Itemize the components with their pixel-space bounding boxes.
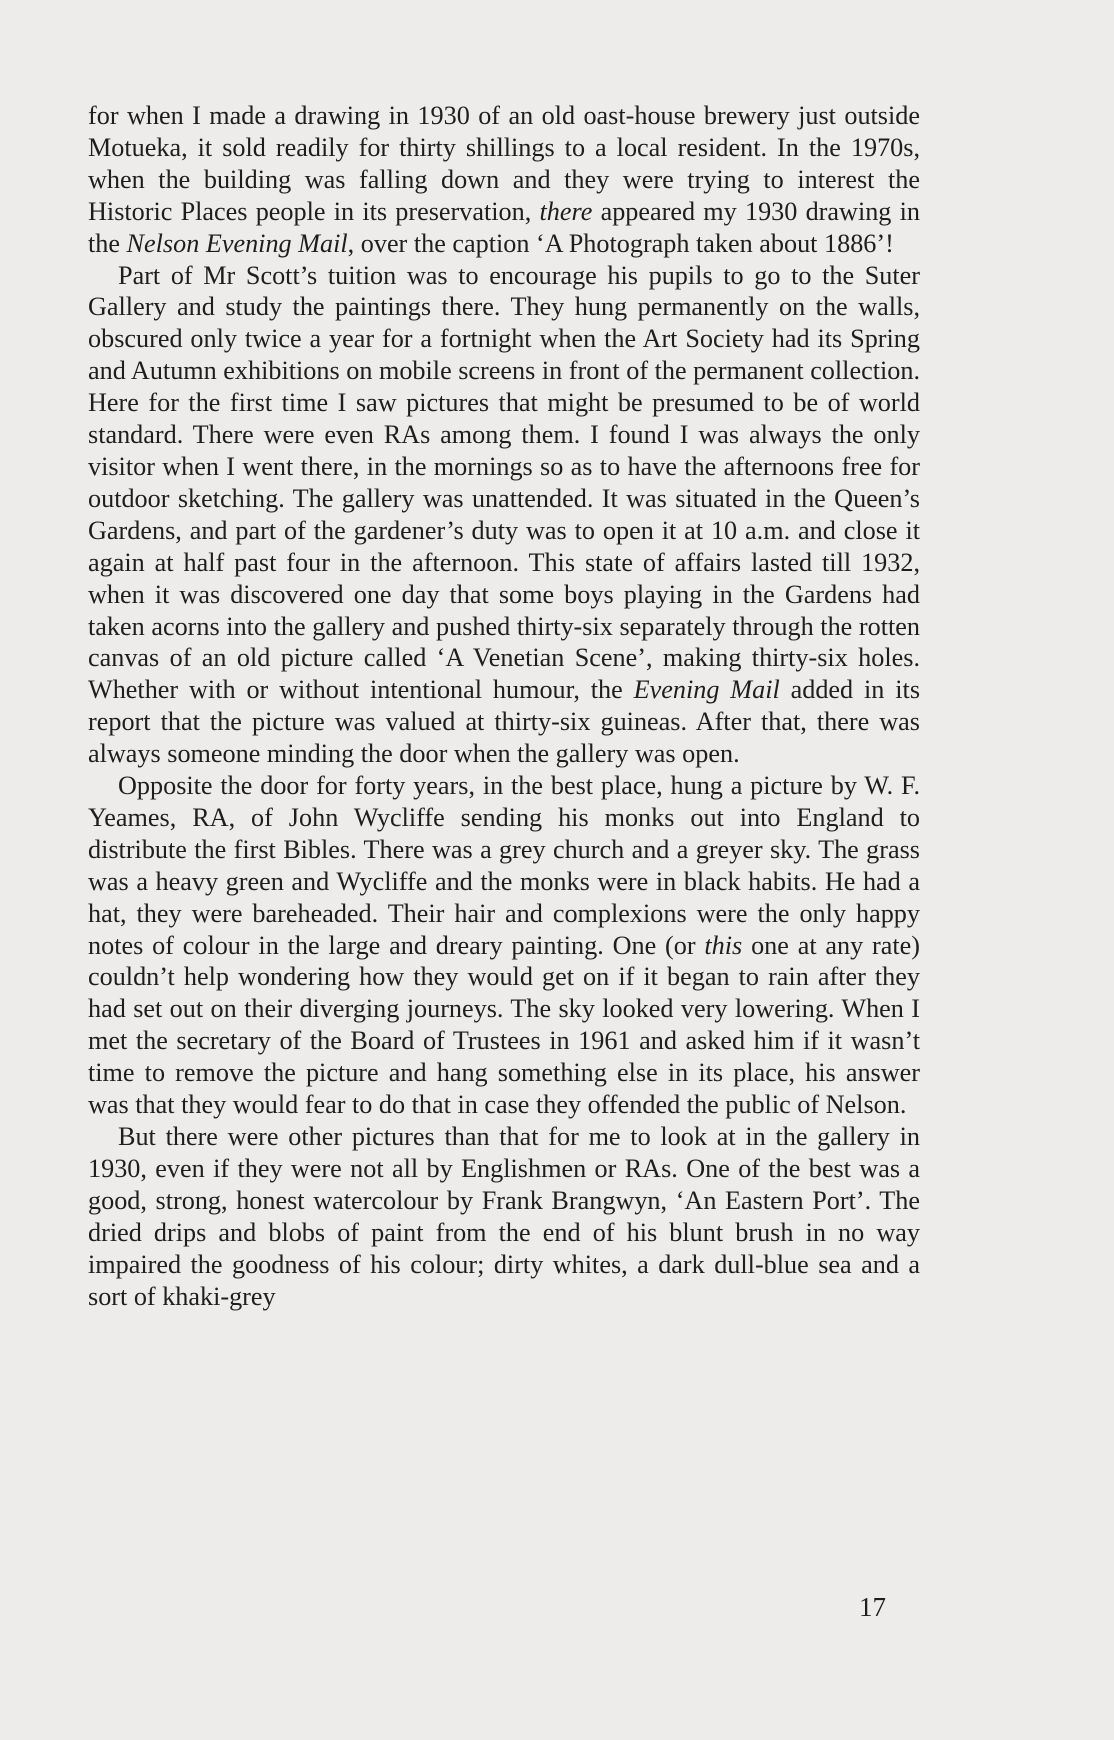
text-segment: added in its report that the picture was valued at thirty-six guineas. After that, there was always someone minding the door when the gallery was open. (88, 675, 921, 769)
text-segment: , over the caption ‘A Photograph taken about 1886’! (347, 228, 894, 258)
text-segment: for when I made a drawing in 1930 of an old oast-house brewery just outside Motueka, it sold readily for thirty shillings to a local resident. In the 1970s, when the building was falling down and they were trying to interest the Historic Places people in its preservation, (88, 101, 920, 226)
paragraph (88, 100, 920, 260)
text-segment: Part of Mr Scott’s tuition was to encourage his pupils to go to the Suter Gallery and study the paintings there. They hung permanently on the walls, obscured only twice a year for a fortnight when the Art Society had its Spring and Autumn exhibitions on mobile screens in front of the permanent collection. Here for the first time I saw pictures that might be presumed to be of world standard. There were even RAs among them. I found I was always the only visitor when I went there, in the mornings so as to have the afternoons free for outdoor sketching. The gallery was unattended. It was situated in the Queen’s Gardens, and part of the gardener’s duty was to open it at 10 a.m. and close it again at half past four in the afternoon. This state of affairs lasted till 1932, when it was discovered one day that some boys playing in the Gardens had taken acorns into the gallery and pushed thirty-six separately through the rotten canvas of an old picture called ‘A Venetian Scene’, making thirty-six holes. Whether with or without intentional humour, the (88, 260, 920, 705)
italic-text-segment: Evening Mail (633, 675, 780, 705)
text-segment: one at any rate) couldn’t help wondering how they would get on if it began to rain after they had set out on their diverging journeys. The sky looked very lowering. When I met the secretary of the Board of Trustees in 1961 and asked him if it wasn’t time to remove the picture and hang something else in its place, his answer was that they would fear to do that in case they offended the public of Nelson. (88, 930, 920, 1120)
italic-text-segment: this (704, 930, 743, 960)
body-text (88, 100, 920, 1312)
italic-text-segment: there (539, 196, 593, 226)
page-number: 17 (859, 1592, 886, 1622)
paragraph (88, 260, 920, 771)
italic-text-segment: Nelson Evening Mail (126, 228, 348, 258)
text-segment: appeared my 1930 drawing in the (88, 196, 920, 258)
text-segment: But there were other pictures than that for me to look at in the gallery in 1930, even if they were not all by Englishmen or RAs. One of the best was a good, strong, honest watercolour by Frank Brangwyn, ‘An Eastern Port’. The dried drips and blobs of paint from the end of his blunt brush in no way impaired the goodness of his colour; dirty whites, a dark dull-blue sea and a sort of khaki-grey (88, 1122, 920, 1311)
paragraph (88, 1121, 920, 1312)
paragraph (88, 770, 920, 1121)
text-segment: Opposite the door for forty years, in the best place, hung a picture by W. F. Yeames, RA, of John Wycliffe sending his monks out into England to distribute the first Bibles. There was a grey church and a greyer sky. The grass was a heavy green and Wycliffe and the monks were in black habits. He had a hat, they were bareheaded. Their hair and complexions were the only happy notes of colour in the large and dreary painting. One (or (88, 771, 920, 960)
